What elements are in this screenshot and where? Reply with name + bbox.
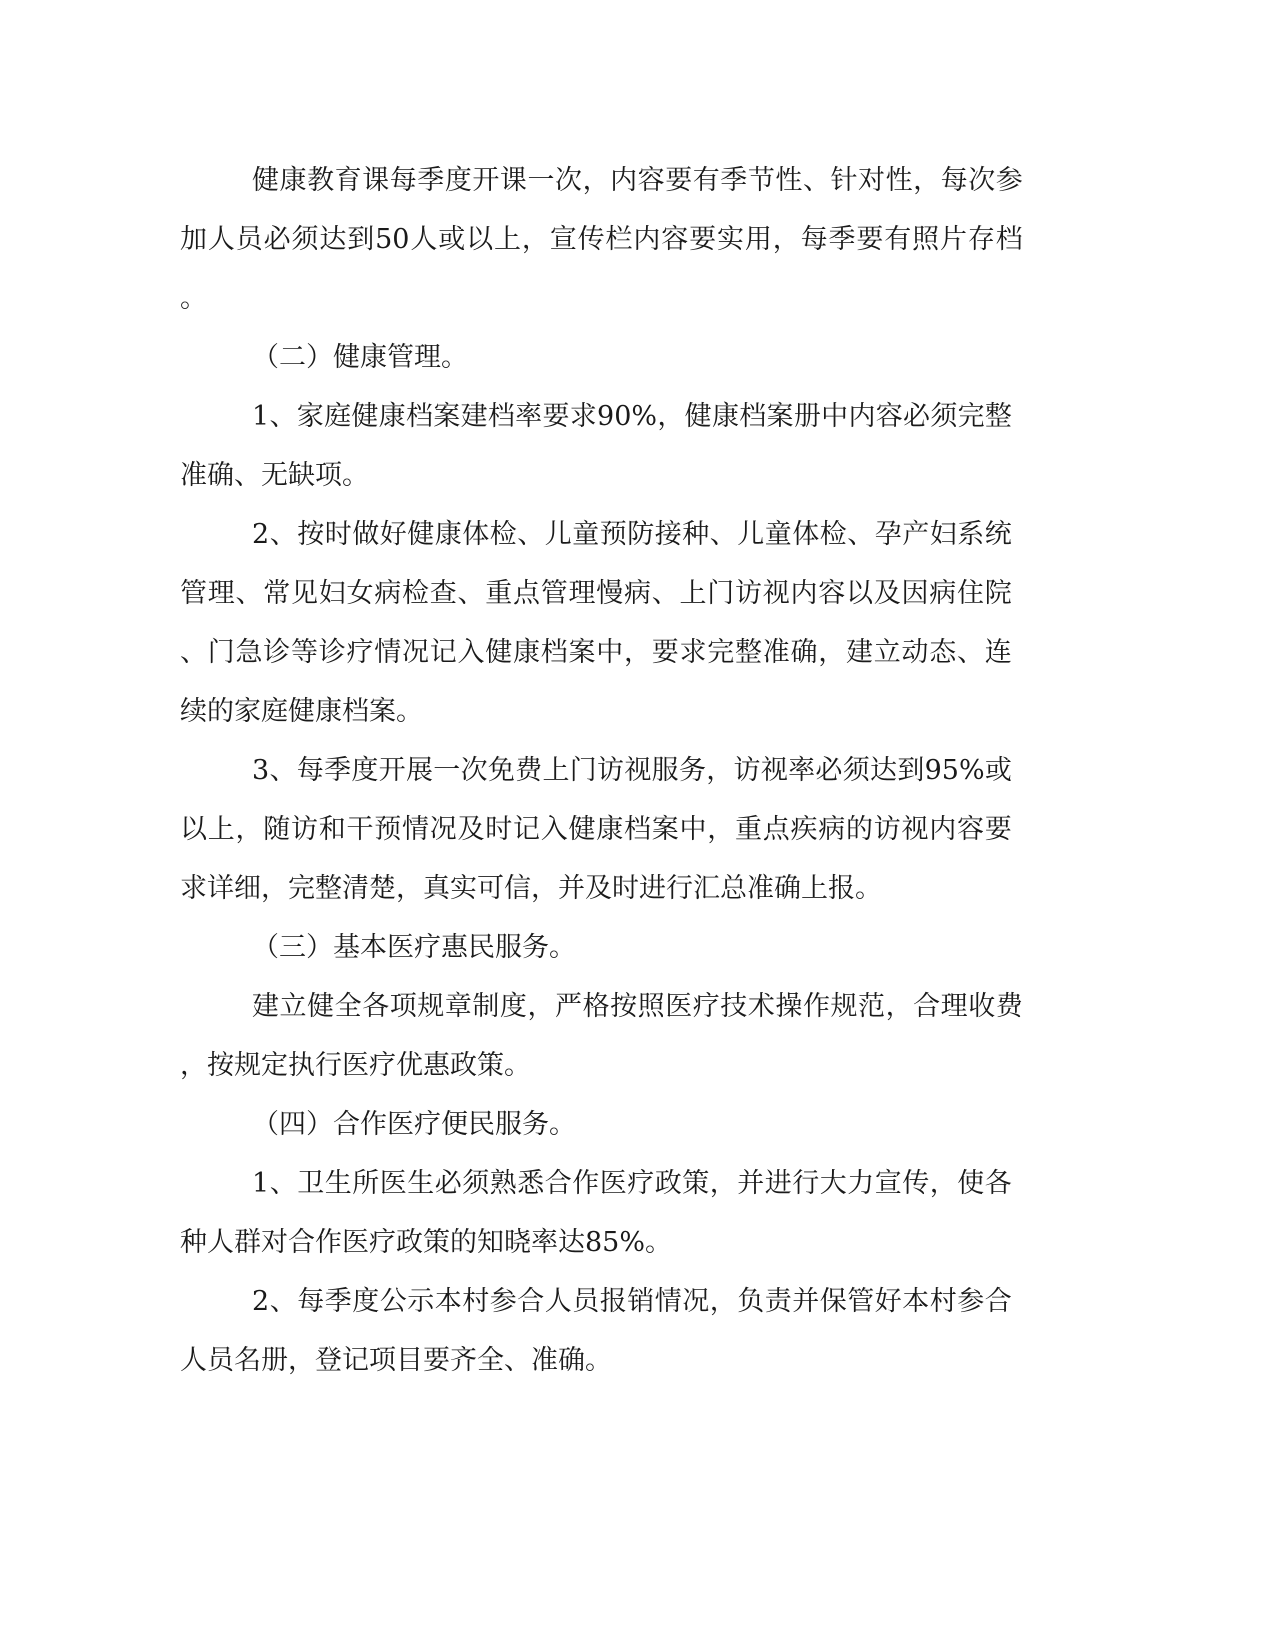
body-line: 、 门 急 诊 等 诊 疗 情 况 记 入 健 康 档 案 中 ， 要 求 完 整 准 确 ， 建 立 动 态 、 连 <box>180 637 1012 668</box>
body-line: 1 、 卫 生 所 医 生 必 须 熟 悉 合 作 医 疗 政 策 ， 并 进 行 大 力 宣 传 ， 使 各 <box>252 1168 1012 1199</box>
body-line: 1 、 家 庭 健 康 档 案 建 档 率 要 求 90% ， 健 康 档 案 册 中 内 容 必 须 完 整 <box>252 401 1012 432</box>
body-line: 准确、无缺项。 <box>180 460 369 491</box>
body-line: 2 、 每 季 度 公 示 本 村 参 合 人 员 报 销 情 况 ， 负 责 并 保 管 好 本 村 参 合 <box>252 1286 1012 1317</box>
body-line: 求详细，完整清楚，真实可信，并及时进行汇总准确上报。 <box>180 873 882 904</box>
body-line: 健 康 教 育 课 每 季 度 开 课 一 次 ， 内 容 要 有 季 节 性 、 针 对 性 ， 每 次 参 <box>252 165 1023 196</box>
body-line: 管 理 、 常 见 妇 女 病 检 查 、 重 点 管 理 慢 病 、 上 门 访 视 内 容 以 及 因 病 住 院 <box>180 578 1012 609</box>
body-line: 以 上 ， 随 访 和 干 预 情 况 及 时 记 入 健 康 档 案 中 ， 重 点 疾 病 的 访 视 内 容 要 <box>180 814 1012 845</box>
section-heading: （三）基本医疗惠民服务。 <box>252 932 576 963</box>
body-line: 种人群对合作医疗政策的知晓率达85%。 <box>180 1227 673 1258</box>
body-line: ，按规定执行医疗优惠政策。 <box>180 1050 531 1081</box>
body-line: 人员名册，登记项目要齐全、准确。 <box>180 1345 612 1376</box>
body-line: 加 人 员 必 须 达 到 50 人 或 以 上 ， 宣 传 栏 内 容 要 实 用 ， 每 季 要 有 照 片 存 档 <box>180 224 1023 255</box>
body-line: 建 立 健 全 各 项 规 章 制 度 ， 严 格 按 照 医 疗 技 术 操 作 规 范 ， 合 理 收 费 <box>252 991 1023 1022</box>
section-heading: （四）合作医疗便民服务。 <box>252 1109 576 1140</box>
body-line: 3 、 每 季 度 开 展 一 次 免 费 上 门 访 视 服 务 ， 访 视 率 必 须 达 到 95% 或 <box>252 755 1012 786</box>
body-line: 。 <box>180 283 207 314</box>
body-line: 2 、 按 时 做 好 健 康 体 检 、 儿 童 预 防 接 种 、 儿 童 体 检 、 孕 产 妇 系 统 <box>252 519 1012 550</box>
body-line: 续的家庭健康档案。 <box>180 696 423 727</box>
section-heading: （二）健康管理。 <box>252 342 468 373</box>
